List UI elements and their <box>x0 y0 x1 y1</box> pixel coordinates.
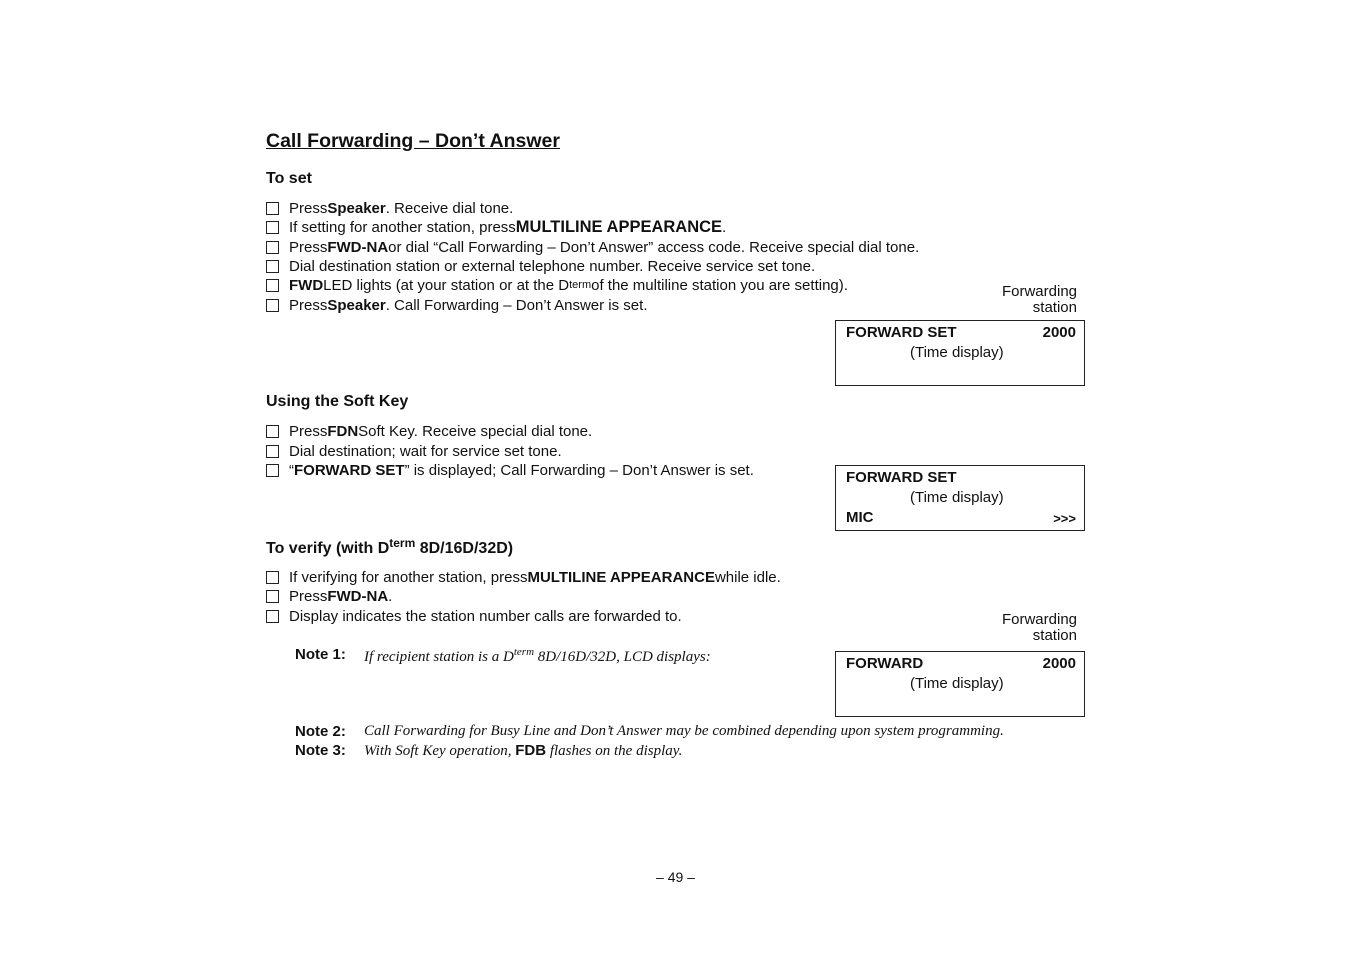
list-item: Dial destination station or external telephone number. Receive service set tone. <box>266 257 815 276</box>
lcd-display: FORWARD SET (Time display) MIC >>> <box>835 465 1085 531</box>
list-item: Press FWD-NA or dial “Call Forwarding – Don’t Answer” access code. Receive special dial tone. <box>266 238 919 257</box>
checkbox-icon <box>266 571 279 584</box>
list-item: If verifying for another station, press MULTILINE APPEARANCE while idle. <box>266 568 781 587</box>
list-item: Press Speaker . Receive dial tone. <box>266 199 513 218</box>
checkbox-icon <box>266 445 279 458</box>
lcd-display: FORWARD SET 2000 (Time display) <box>835 320 1085 386</box>
forwarding-station-caption: Forwarding station <box>1001 611 1077 644</box>
section-heading-verify: To verify (with $D^{term}$ 8D/16D/32D) <box>266 536 514 557</box>
list-item: If setting for another station, press MULTILINE APPEARANCE . <box>266 218 726 237</box>
forwarding-station-caption: Forwarding station <box>1001 283 1077 316</box>
list-item: FWD LED lights (at your station or at the D term of the multiline station you are setting). <box>266 276 848 295</box>
checkbox-icon <box>266 221 279 234</box>
page-title: Call Forwarding – Don’t Answer <box>266 130 560 152</box>
list-item: Dial destination; wait for service set tone. <box>266 442 562 461</box>
checkbox-icon <box>266 202 279 215</box>
list-item: Display indicates the station number calls are forwarded to. <box>266 607 682 626</box>
checkbox-icon <box>266 279 279 292</box>
list-item: Press FWD-NA . <box>266 587 392 606</box>
lcd-display: FORWARD 2000 (Time display) <box>835 651 1085 717</box>
checkbox-icon <box>266 610 279 623</box>
list-item: Press Speaker . Call Forwarding – Don’t Answer is set. <box>266 296 648 315</box>
section-heading-soft-key: Using the Soft Key <box>266 393 409 410</box>
note-label: Note 2: <box>295 723 346 740</box>
checkbox-icon <box>266 590 279 603</box>
list-item: Press FDN Soft Key. Receive special dial tone. <box>266 422 592 441</box>
checkbox-icon <box>266 241 279 254</box>
list-item: “ FORWARD SET ” is displayed; Call Forwarding – Don’t Answer is set. <box>266 461 754 480</box>
note-label: Note 1: <box>295 646 346 663</box>
page-number: – 49 – <box>656 869 695 885</box>
note-label: Note 3: <box>295 742 346 759</box>
note-text: If recipient station is a $D^{term}$ 8D/16D/32D, LCD displays: <box>364 646 711 665</box>
note-text: Call Forwarding for Busy Line and Don’t Answer may be combined depending upon system programming. <box>364 723 1004 739</box>
note-text: With Soft Key operation, FDB flashes on the display. <box>364 742 683 759</box>
section-heading-to-set: To set <box>266 170 312 187</box>
checkbox-icon <box>266 464 279 477</box>
checkbox-icon <box>266 260 279 273</box>
checkbox-icon <box>266 299 279 312</box>
checkbox-icon <box>266 425 279 438</box>
